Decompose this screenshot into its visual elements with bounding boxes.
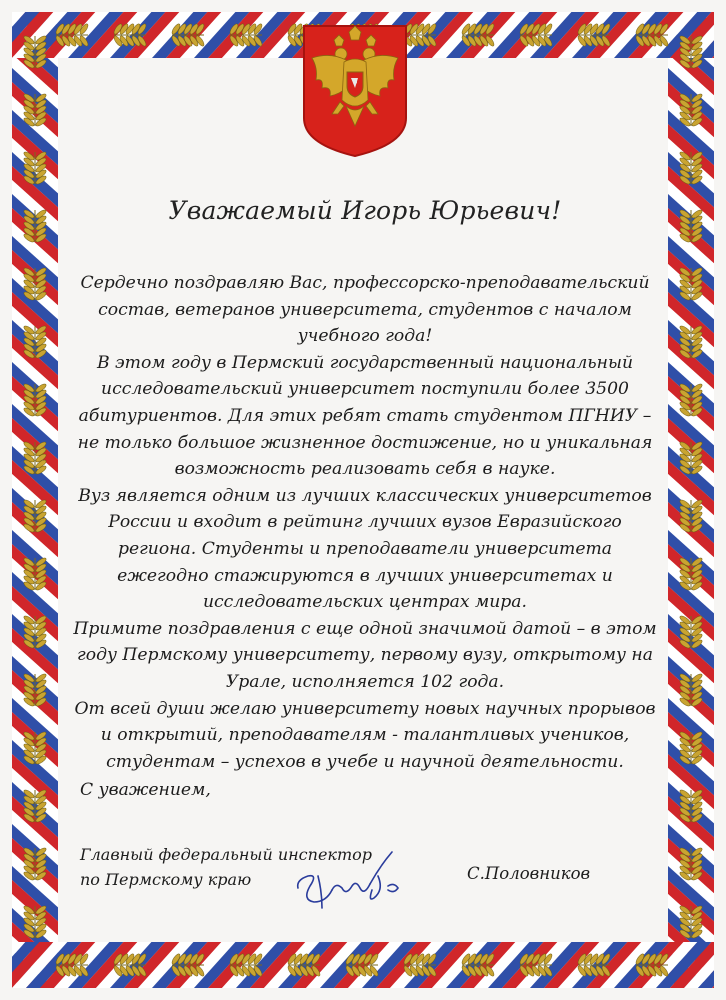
paragraph-1: Сердечно поздравляю Вас, профессорско-преподавательский состав, ветеранов университета, студентов с началом учебного года!: [80, 273, 650, 347]
paragraph-2: В этом году в Пермский государственный национальный исследовательский университет поступили более 3500 абитуриентов. Для этих ребят стать студентом ПГНИУ – не только большое жизненное достижение, но и уникальная возможность реализовать себя в науке.: [77, 352, 653, 480]
paragraph-3: Вуз является одним из лучших классических университетов России и входит в рейтинг лучших вузов Евразийского региона. Студенты и преподаватели университета ежегодно стажируются в лучших университетах и исследовательских центрах мира.: [78, 485, 652, 613]
signatory-name: С.Половников: [467, 864, 591, 883]
letter-body: [70, 196, 660, 803]
russian-coat-of-arms-icon: [300, 22, 410, 158]
signatory-title-line-1: Главный федеральный инспектор: [80, 845, 373, 864]
signature-block: [80, 842, 640, 922]
greeting: Уважаемый Игорь Юрьевич!: [168, 196, 562, 225]
closing: С уважением,: [80, 780, 211, 801]
signatory-title-line-2: по Пермскому краю: [80, 870, 252, 889]
handwritten-signature: [288, 846, 418, 916]
paragraph-5: От всей души желаю университету новых научных прорывов и открытий, преподавателям - талантливых учеников, студентам – успехов в учебе и научной деятельности.: [74, 698, 656, 772]
paragraph-4: Примите поздравления с еще одной значимой датой – в этом году Пермскому университету, первому вузу, открытому на Урале, исполняется 102 года.: [73, 618, 657, 692]
